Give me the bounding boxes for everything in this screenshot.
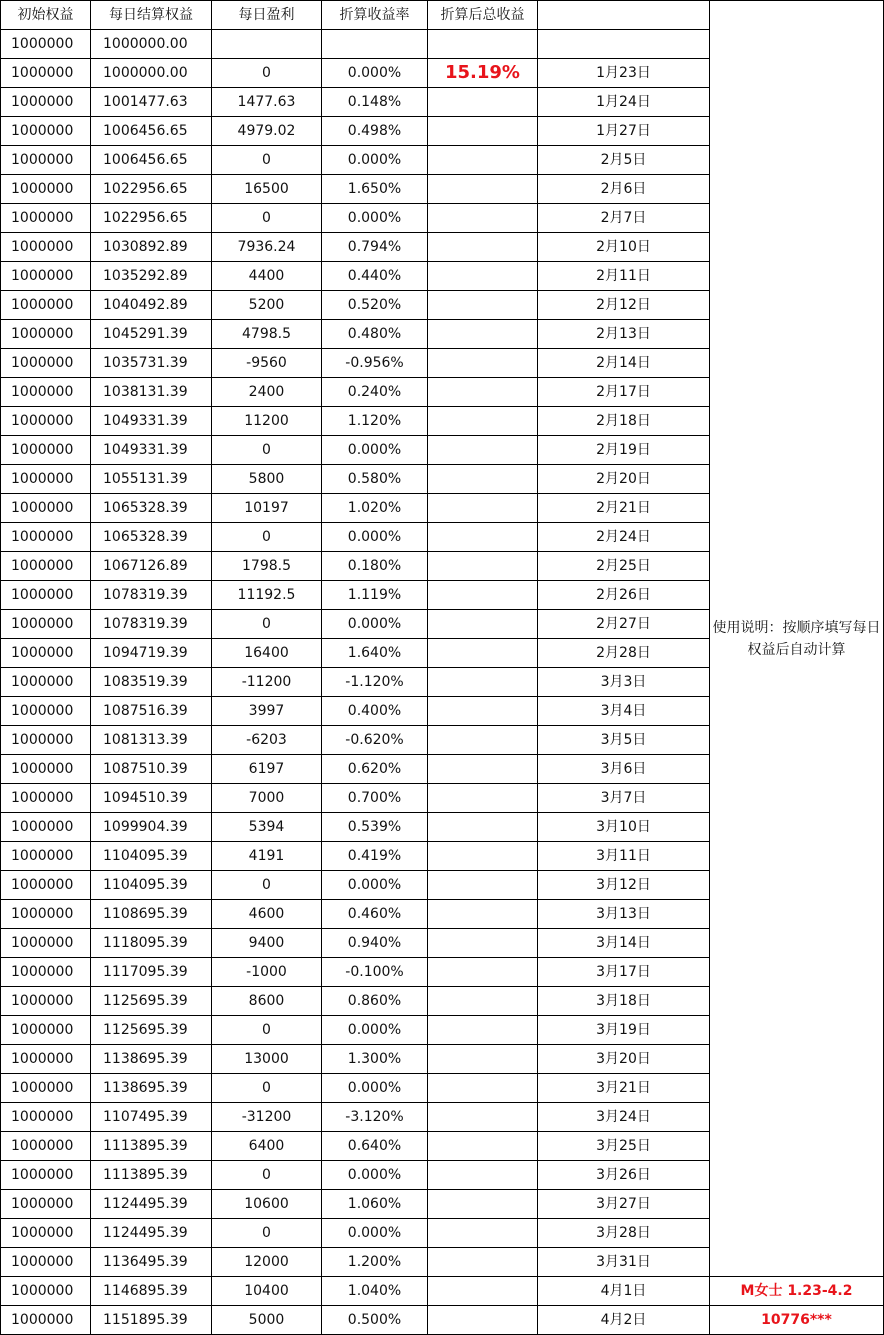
cell-rate[interactable]: 1.640% [322, 639, 428, 668]
cell-date[interactable]: 3月3日 [538, 668, 710, 697]
cell-profit[interactable]: 0 [212, 610, 322, 639]
cell-total[interactable] [428, 697, 538, 726]
cell-rate[interactable]: 0.500% [322, 1306, 428, 1335]
table-row [1, 1306, 884, 1335]
cell-initial[interactable]: 1000000 [1, 1103, 91, 1132]
cell-profit[interactable]: 12000 [212, 1248, 322, 1277]
cell-initial[interactable]: 1000000 [1, 668, 91, 697]
cell-initial[interactable]: 1000000 [1, 523, 91, 552]
cell-profit[interactable]: 0 [212, 436, 322, 465]
cell-rate[interactable]: 0.940% [322, 929, 428, 958]
cell-date[interactable]: 3月21日 [538, 1074, 710, 1103]
cell-rate[interactable]: -3.120% [322, 1103, 428, 1132]
cell-date[interactable]: 3月12日 [538, 871, 710, 900]
cell-profit[interactable]: -11200 [212, 668, 322, 697]
cell-date[interactable]: 2月12日 [538, 291, 710, 320]
cell-settle[interactable]: 1087510.39 [91, 755, 212, 784]
cell-profit[interactable]: 4600 [212, 900, 322, 929]
cell-rate[interactable]: 0.148% [322, 88, 428, 117]
cell-initial[interactable]: 1000000 [1, 552, 91, 581]
cell-date[interactable]: 2月20日 [538, 465, 710, 494]
cell-initial[interactable]: 1000000 [1, 755, 91, 784]
cell-total[interactable] [428, 407, 538, 436]
header-initial-equity[interactable]: 初始权益 [1, 1, 91, 30]
cell-profit[interactable]: 11200 [212, 407, 322, 436]
cell-rate[interactable]: 0.520% [322, 291, 428, 320]
cell-profit[interactable]: 4798.5 [212, 320, 322, 349]
cell-date[interactable]: 2月18日 [538, 407, 710, 436]
client-name-label[interactable]: M女士 1.23-4.2 [710, 1277, 884, 1306]
cell-total[interactable] [428, 958, 538, 987]
cell-initial[interactable]: 1000000 [1, 610, 91, 639]
cell-rate[interactable]: -0.620% [322, 726, 428, 755]
cell-profit[interactable]: 4979.02 [212, 117, 322, 146]
cell-rate[interactable]: 0.860% [322, 987, 428, 1016]
cell-initial[interactable]: 1000000 [1, 1132, 91, 1161]
cell-initial[interactable]: 1000000 [1, 1306, 91, 1335]
cell-date[interactable]: 3月31日 [538, 1248, 710, 1277]
cell-initial[interactable]: 1000000 [1, 407, 91, 436]
cell-date[interactable]: 2月13日 [538, 320, 710, 349]
cell-total[interactable] [428, 1016, 538, 1045]
cell-date[interactable]: 3月7日 [538, 784, 710, 813]
cell-settle[interactable]: 1055131.39 [91, 465, 212, 494]
cell-rate[interactable]: 0.240% [322, 378, 428, 407]
cell-settle[interactable]: 1117095.39 [91, 958, 212, 987]
cell-profit[interactable]: -1000 [212, 958, 322, 987]
cell-profit[interactable] [212, 30, 322, 59]
cell-initial[interactable]: 1000000 [1, 233, 91, 262]
cell-total[interactable] [428, 987, 538, 1016]
cell-initial[interactable]: 1000000 [1, 639, 91, 668]
cell-settle[interactable]: 1099904.39 [91, 813, 212, 842]
cell-initial[interactable]: 1000000 [1, 697, 91, 726]
cell-initial[interactable]: 1000000 [1, 1219, 91, 1248]
cell-date[interactable]: 3月4日 [538, 697, 710, 726]
cell-total[interactable] [428, 146, 538, 175]
cell-total[interactable] [428, 1045, 538, 1074]
cell-rate[interactable]: 0.180% [322, 552, 428, 581]
cell-rate[interactable]: 1.040% [322, 1277, 428, 1306]
cell-settle[interactable]: 1001477.63 [91, 88, 212, 117]
cell-rate[interactable]: 0.000% [322, 1016, 428, 1045]
cell-initial[interactable]: 1000000 [1, 378, 91, 407]
cell-settle[interactable]: 1136495.39 [91, 1248, 212, 1277]
cell-total[interactable] [428, 552, 538, 581]
cell-total[interactable] [428, 1306, 538, 1335]
cell-initial[interactable]: 1000000 [1, 871, 91, 900]
cell-rate[interactable]: -0.956% [322, 349, 428, 378]
cell-settle[interactable]: 1113895.39 [91, 1132, 212, 1161]
cell-initial[interactable]: 1000000 [1, 1277, 91, 1306]
cell-settle[interactable]: 1104095.39 [91, 871, 212, 900]
cell-profit[interactable]: 0 [212, 146, 322, 175]
cell-rate[interactable]: 0.440% [322, 262, 428, 291]
cell-date[interactable]: 2月10日 [538, 233, 710, 262]
cell-date[interactable]: 3月14日 [538, 929, 710, 958]
cell-initial[interactable]: 1000000 [1, 813, 91, 842]
cell-profit[interactable]: 0 [212, 1161, 322, 1190]
cell-rate[interactable]: 1.020% [322, 494, 428, 523]
cell-date[interactable]: 4月2日 [538, 1306, 710, 1335]
cell-date[interactable]: 2月21日 [538, 494, 710, 523]
cell-settle[interactable]: 1049331.39 [91, 407, 212, 436]
usage-note[interactable]: 使用说明：按顺序填写每日权益后自动计算 [710, 1, 884, 1277]
header-return-rate[interactable]: 折算收益率 [322, 1, 428, 30]
cell-profit[interactable]: 16400 [212, 639, 322, 668]
cell-settle[interactable]: 1078319.39 [91, 610, 212, 639]
cell-initial[interactable]: 1000000 [1, 929, 91, 958]
cell-rate[interactable]: 0.400% [322, 697, 428, 726]
cell-settle[interactable]: 1104095.39 [91, 842, 212, 871]
cell-rate[interactable]: 0.000% [322, 523, 428, 552]
cell-date[interactable]: 3月28日 [538, 1219, 710, 1248]
cell-rate[interactable]: 0.000% [322, 204, 428, 233]
cell-total[interactable] [428, 436, 538, 465]
cell-settle[interactable]: 1094719.39 [91, 639, 212, 668]
cell-total[interactable] [428, 262, 538, 291]
cell-settle[interactable]: 1081313.39 [91, 726, 212, 755]
cell-settle[interactable]: 1124495.39 [91, 1190, 212, 1219]
cell-settle[interactable]: 1125695.39 [91, 1016, 212, 1045]
cell-rate[interactable]: 0.419% [322, 842, 428, 871]
cell-settle[interactable]: 1049331.39 [91, 436, 212, 465]
cell-date[interactable] [538, 30, 710, 59]
cell-initial[interactable]: 1000000 [1, 146, 91, 175]
cell-settle[interactable]: 1083519.39 [91, 668, 212, 697]
cell-settle[interactable]: 1087516.39 [91, 697, 212, 726]
cell-date[interactable]: 3月10日 [538, 813, 710, 842]
cell-total[interactable] [428, 175, 538, 204]
cell-profit[interactable]: 13000 [212, 1045, 322, 1074]
cell-settle[interactable]: 1138695.39 [91, 1074, 212, 1103]
cell-profit[interactable]: 0 [212, 204, 322, 233]
cell-rate[interactable]: 0.539% [322, 813, 428, 842]
cell-total[interactable] [428, 320, 538, 349]
cell-settle[interactable]: 1045291.39 [91, 320, 212, 349]
cell-date[interactable]: 2月27日 [538, 610, 710, 639]
total-return-value[interactable]: 15.19% [428, 59, 538, 88]
cell-profit[interactable]: 6197 [212, 755, 322, 784]
cell-rate[interactable]: 1.120% [322, 407, 428, 436]
cell-total[interactable] [428, 465, 538, 494]
header-daily-settle-equity[interactable]: 每日结算权益 [91, 1, 212, 30]
cell-initial[interactable]: 1000000 [1, 1074, 91, 1103]
cell-date[interactable]: 3月19日 [538, 1016, 710, 1045]
cell-date[interactable]: 3月26日 [538, 1161, 710, 1190]
cell-rate[interactable] [322, 30, 428, 59]
cell-rate[interactable]: 0.620% [322, 755, 428, 784]
cell-date[interactable]: 1月27日 [538, 117, 710, 146]
cell-rate[interactable]: 1.300% [322, 1045, 428, 1074]
cell-total[interactable] [428, 755, 538, 784]
cell-initial[interactable]: 1000000 [1, 784, 91, 813]
cell-rate[interactable]: 0.000% [322, 1161, 428, 1190]
cell-profit[interactable]: 1798.5 [212, 552, 322, 581]
cell-rate[interactable]: 1.060% [322, 1190, 428, 1219]
cell-settle[interactable]: 1094510.39 [91, 784, 212, 813]
cell-profit[interactable]: 8600 [212, 987, 322, 1016]
cell-rate[interactable]: 0.000% [322, 871, 428, 900]
cell-initial[interactable]: 1000000 [1, 59, 91, 88]
cell-profit[interactable]: 7936.24 [212, 233, 322, 262]
cell-profit[interactable]: 0 [212, 1016, 322, 1045]
cell-rate[interactable]: 0.000% [322, 1074, 428, 1103]
cell-profit[interactable]: 7000 [212, 784, 322, 813]
cell-profit[interactable]: 5200 [212, 291, 322, 320]
cell-total[interactable] [428, 378, 538, 407]
table-row [1, 1277, 884, 1306]
cell-initial[interactable]: 1000000 [1, 1045, 91, 1074]
cell-settle[interactable]: 1146895.39 [91, 1277, 212, 1306]
cell-date[interactable]: 1月23日 [538, 59, 710, 88]
cell-total[interactable] [428, 726, 538, 755]
cell-settle[interactable]: 1065328.39 [91, 523, 212, 552]
cell-profit[interactable]: 5000 [212, 1306, 322, 1335]
cell-settle[interactable]: 1038131.39 [91, 378, 212, 407]
cell-settle[interactable]: 1125695.39 [91, 987, 212, 1016]
cell-rate[interactable]: 0.640% [322, 1132, 428, 1161]
cell-settle[interactable]: 1108695.39 [91, 900, 212, 929]
cell-profit[interactable]: 6400 [212, 1132, 322, 1161]
cell-total[interactable] [428, 929, 538, 958]
cell-profit[interactable]: 9400 [212, 929, 322, 958]
cell-rate[interactable]: 1.119% [322, 581, 428, 610]
cell-initial[interactable]: 1000000 [1, 30, 91, 59]
cell-initial[interactable]: 1000000 [1, 262, 91, 291]
cell-settle[interactable]: 1107495.39 [91, 1103, 212, 1132]
cell-rate[interactable]: -0.100% [322, 958, 428, 987]
cell-date[interactable]: 4月1日 [538, 1277, 710, 1306]
cell-profit[interactable]: 4191 [212, 842, 322, 871]
cell-total[interactable] [428, 233, 538, 262]
cell-rate[interactable]: 0.000% [322, 59, 428, 88]
cell-settle[interactable]: 1118095.39 [91, 929, 212, 958]
cell-total[interactable] [428, 842, 538, 871]
cell-initial[interactable]: 1000000 [1, 1161, 91, 1190]
cell-total[interactable] [428, 349, 538, 378]
cell-date[interactable]: 3月24日 [538, 1103, 710, 1132]
cell-initial[interactable]: 1000000 [1, 494, 91, 523]
cell-initial[interactable]: 1000000 [1, 349, 91, 378]
cell-initial[interactable]: 1000000 [1, 1016, 91, 1045]
cell-date[interactable]: 3月11日 [538, 842, 710, 871]
cell-settle[interactable]: 1113895.39 [91, 1161, 212, 1190]
cell-profit[interactable]: 16500 [212, 175, 322, 204]
cell-rate[interactable]: 1.200% [322, 1248, 428, 1277]
cell-settle[interactable]: 1124495.39 [91, 1219, 212, 1248]
cell-date[interactable]: 2月25日 [538, 552, 710, 581]
cell-total[interactable] [428, 813, 538, 842]
cell-settle[interactable]: 1035731.39 [91, 349, 212, 378]
cell-settle[interactable]: 1035292.89 [91, 262, 212, 291]
cell-profit[interactable]: 4400 [212, 262, 322, 291]
cell-rate[interactable]: 0.794% [322, 233, 428, 262]
cell-initial[interactable]: 1000000 [1, 320, 91, 349]
cell-date[interactable]: 3月27日 [538, 1190, 710, 1219]
cell-total[interactable] [428, 204, 538, 233]
header-daily-profit[interactable]: 每日盈利 [212, 1, 322, 30]
cell-initial[interactable]: 1000000 [1, 987, 91, 1016]
cell-date[interactable]: 2月5日 [538, 146, 710, 175]
cell-date[interactable]: 3月20日 [538, 1045, 710, 1074]
cell-profit[interactable]: 2400 [212, 378, 322, 407]
cell-settle[interactable]: 1022956.65 [91, 204, 212, 233]
cell-date[interactable]: 2月7日 [538, 204, 710, 233]
cell-initial[interactable]: 1000000 [1, 436, 91, 465]
cell-profit[interactable]: 0 [212, 1074, 322, 1103]
cell-initial[interactable]: 1000000 [1, 1248, 91, 1277]
cell-rate[interactable]: 0.480% [322, 320, 428, 349]
cell-total[interactable] [428, 1190, 538, 1219]
cell-date[interactable]: 2月17日 [538, 378, 710, 407]
cell-profit[interactable]: 0 [212, 523, 322, 552]
cell-date[interactable]: 2月11日 [538, 262, 710, 291]
header-total-return[interactable]: 折算后总收益 [428, 1, 538, 30]
cell-initial[interactable]: 1000000 [1, 958, 91, 987]
cell-settle[interactable]: 1030892.89 [91, 233, 212, 262]
cell-initial[interactable]: 1000000 [1, 204, 91, 233]
cell-rate[interactable]: 0.460% [322, 900, 428, 929]
cell-profit[interactable]: 10400 [212, 1277, 322, 1306]
cell-date[interactable]: 2月19日 [538, 436, 710, 465]
cell-profit[interactable]: 0 [212, 1219, 322, 1248]
cell-total[interactable] [428, 1074, 538, 1103]
cell-date[interactable]: 3月6日 [538, 755, 710, 784]
table-body [1, 1, 884, 1335]
cell-rate[interactable]: -1.120% [322, 668, 428, 697]
cell-date[interactable]: 2月24日 [538, 523, 710, 552]
cell-initial[interactable]: 1000000 [1, 175, 91, 204]
header-date[interactable] [538, 1, 710, 30]
cell-initial[interactable]: 1000000 [1, 1190, 91, 1219]
cell-date[interactable]: 2月14日 [538, 349, 710, 378]
cell-rate[interactable]: 0.498% [322, 117, 428, 146]
cell-date[interactable]: 2月26日 [538, 581, 710, 610]
cell-total[interactable] [428, 1132, 538, 1161]
cell-initial[interactable]: 1000000 [1, 842, 91, 871]
cell-total[interactable] [428, 639, 538, 668]
cell-initial[interactable]: 1000000 [1, 900, 91, 929]
cell-profit[interactable]: 5394 [212, 813, 322, 842]
cell-rate[interactable]: 0.000% [322, 436, 428, 465]
cell-initial[interactable]: 1000000 [1, 88, 91, 117]
cell-date[interactable]: 3月17日 [538, 958, 710, 987]
cell-rate[interactable]: 0.000% [322, 1219, 428, 1248]
cell-date[interactable]: 1月24日 [538, 88, 710, 117]
cell-total[interactable] [428, 291, 538, 320]
cell-date[interactable]: 3月25日 [538, 1132, 710, 1161]
cell-total[interactable] [428, 871, 538, 900]
cell-profit[interactable]: -9560 [212, 349, 322, 378]
cell-total[interactable] [428, 1103, 538, 1132]
cell-initial[interactable]: 1000000 [1, 581, 91, 610]
cell-rate[interactable]: 0.000% [322, 610, 428, 639]
cell-total[interactable] [428, 900, 538, 929]
cell-profit[interactable]: -31200 [212, 1103, 322, 1132]
cell-profit[interactable]: 0 [212, 59, 322, 88]
cell-total[interactable] [428, 1248, 538, 1277]
header-row [1, 1, 884, 30]
cell-profit[interactable]: 5800 [212, 465, 322, 494]
cell-profit[interactable]: 10600 [212, 1190, 322, 1219]
cell-date[interactable]: 2月28日 [538, 639, 710, 668]
cell-initial[interactable]: 1000000 [1, 291, 91, 320]
cell-profit[interactable]: 3997 [212, 697, 322, 726]
cell-total[interactable] [428, 1219, 538, 1248]
cell-date[interactable]: 3月18日 [538, 987, 710, 1016]
cell-settle[interactable]: 1138695.39 [91, 1045, 212, 1074]
cell-settle[interactable]: 1040492.89 [91, 291, 212, 320]
client-id-label[interactable]: 10776*** [710, 1306, 884, 1335]
cell-total[interactable] [428, 1277, 538, 1306]
cell-date[interactable]: 3月5日 [538, 726, 710, 755]
cell-initial[interactable]: 1000000 [1, 465, 91, 494]
cell-profit[interactable]: 11192.5 [212, 581, 322, 610]
cell-settle[interactable]: 1006456.65 [91, 146, 212, 175]
cell-settle[interactable]: 1022956.65 [91, 175, 212, 204]
cell-profit[interactable]: 0 [212, 871, 322, 900]
cell-rate[interactable]: 1.650% [322, 175, 428, 204]
cell-total[interactable] [428, 610, 538, 639]
cell-rate[interactable]: 0.700% [322, 784, 428, 813]
cell-initial[interactable]: 1000000 [1, 117, 91, 146]
cell-settle[interactable]: 1078319.39 [91, 581, 212, 610]
cell-total[interactable] [428, 784, 538, 813]
cell-initial[interactable]: 1000000 [1, 726, 91, 755]
cell-date[interactable]: 3月13日 [538, 900, 710, 929]
cell-settle[interactable]: 1006456.65 [91, 117, 212, 146]
cell-total[interactable] [428, 30, 538, 59]
cell-settle[interactable]: 1000000.00 [91, 30, 212, 59]
cell-profit[interactable]: -6203 [212, 726, 322, 755]
cell-rate[interactable]: 0.000% [322, 146, 428, 175]
cell-date[interactable]: 2月6日 [538, 175, 710, 204]
cell-total[interactable] [428, 494, 538, 523]
cell-profit[interactable]: 10197 [212, 494, 322, 523]
cell-total[interactable] [428, 1161, 538, 1190]
cell-rate[interactable]: 0.580% [322, 465, 428, 494]
cell-total[interactable] [428, 581, 538, 610]
cell-total[interactable] [428, 117, 538, 146]
cell-profit[interactable]: 1477.63 [212, 88, 322, 117]
cell-settle[interactable]: 1065328.39 [91, 494, 212, 523]
cell-settle[interactable]: 1000000.00 [91, 59, 212, 88]
cell-total[interactable] [428, 668, 538, 697]
cell-settle[interactable]: 1067126.89 [91, 552, 212, 581]
cell-settle[interactable]: 1151895.39 [91, 1306, 212, 1335]
cell-total[interactable] [428, 523, 538, 552]
cell-total[interactable] [428, 88, 538, 117]
